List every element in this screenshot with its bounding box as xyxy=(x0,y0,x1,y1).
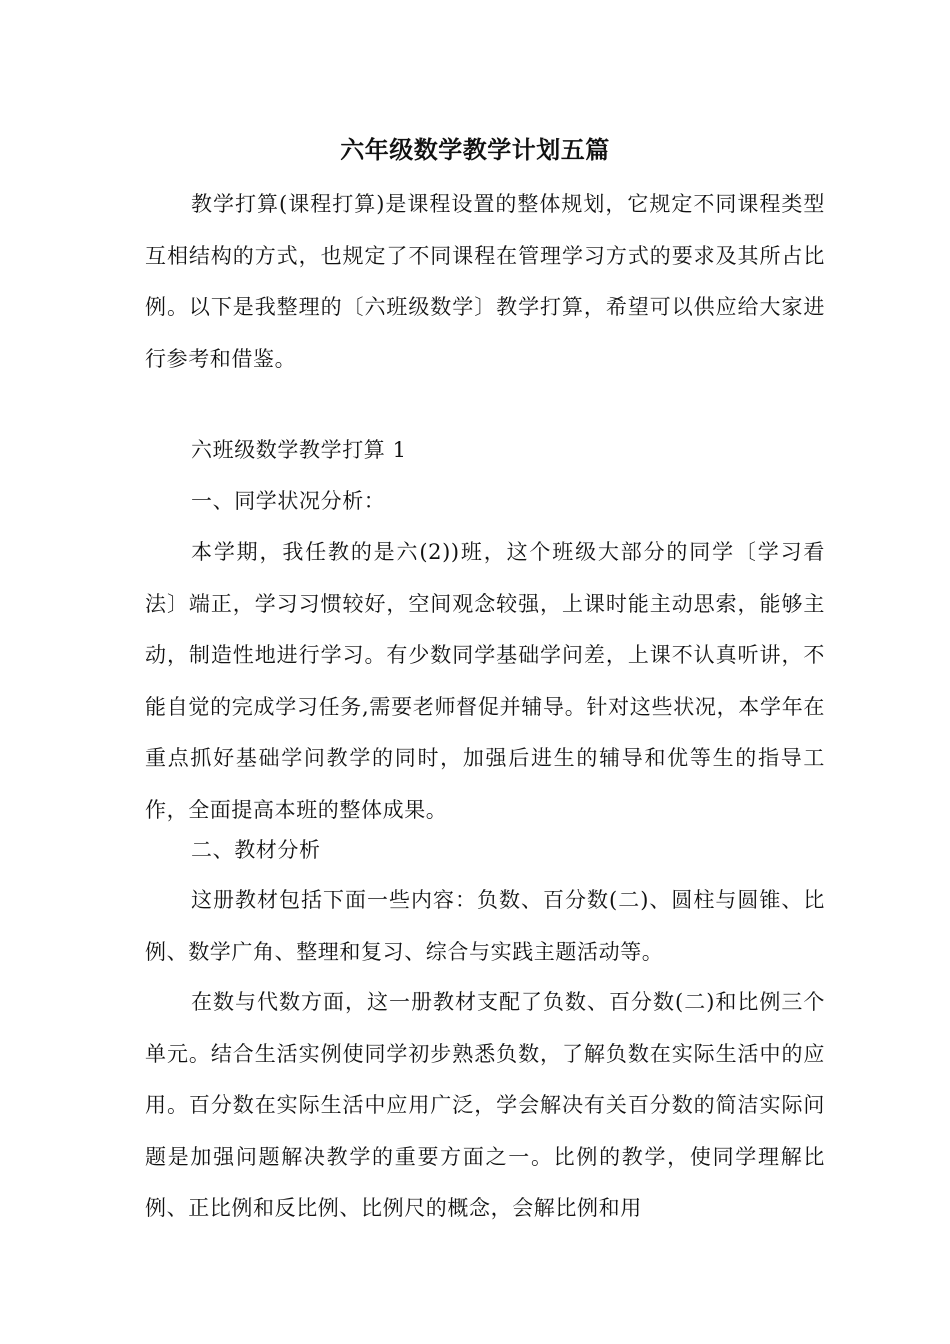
student-analysis-paragraph: 本学期，我任教的是六(2))班，这个班级大部分的同学〔学习看法〕端正，学习习惯较好，空间观念较强，上课时能主动思索，能够主动，制造性地进行学习。有少数同学基础学问差，上课不认真听讲，不能自觉的完成学习任务,需要老师督促并辅导。针对这些状况，本学年在重点抓好基础学问教学的同时，加强后进生的辅导和优等生的指导工作，全面提高本班的整体成果。 xyxy=(145,540,825,822)
heading-textbook-analysis: 二、教材分析 xyxy=(191,838,321,862)
heading-student-analysis: 一、同学状况分析： xyxy=(191,489,386,513)
textbook-contents-paragraph: 这册教材包括下面一些内容：负数、百分数(二)、圆柱与圆锥、比例、数学广角、整理和复习、综合与实践主题活动等。 xyxy=(145,888,825,964)
section-title: 六班级数学教学打算 1 xyxy=(191,438,407,462)
number-algebra-paragraph: 在数与代数方面，这一册教材支配了负数、百分数(二)和比例三个单元。结合生活实例使同学初步熟悉负数，了解负数在实际生活中的应用。百分数在实际生活中应用广泛，学会解决有关百分数的简洁实际问题是加强问题解决教学的重要方面之一。比例的教学，使同学理解比例、正比例和反比例、比例尺的概念，会解比例和用 xyxy=(145,990,825,1220)
intro-paragraph: 教学打算(课程打算)是课程设置的整体规划，它规定不同课程类型互相结构的方式，也规定了不同课程在管理学习方式的要求及其所占比例。以下是我整理的〔六班级数学〕教学打算，希望可以供应给大家进行参考和借鉴。 xyxy=(145,192,825,371)
document-title: 六年级数学教学计划五篇 xyxy=(340,135,610,164)
